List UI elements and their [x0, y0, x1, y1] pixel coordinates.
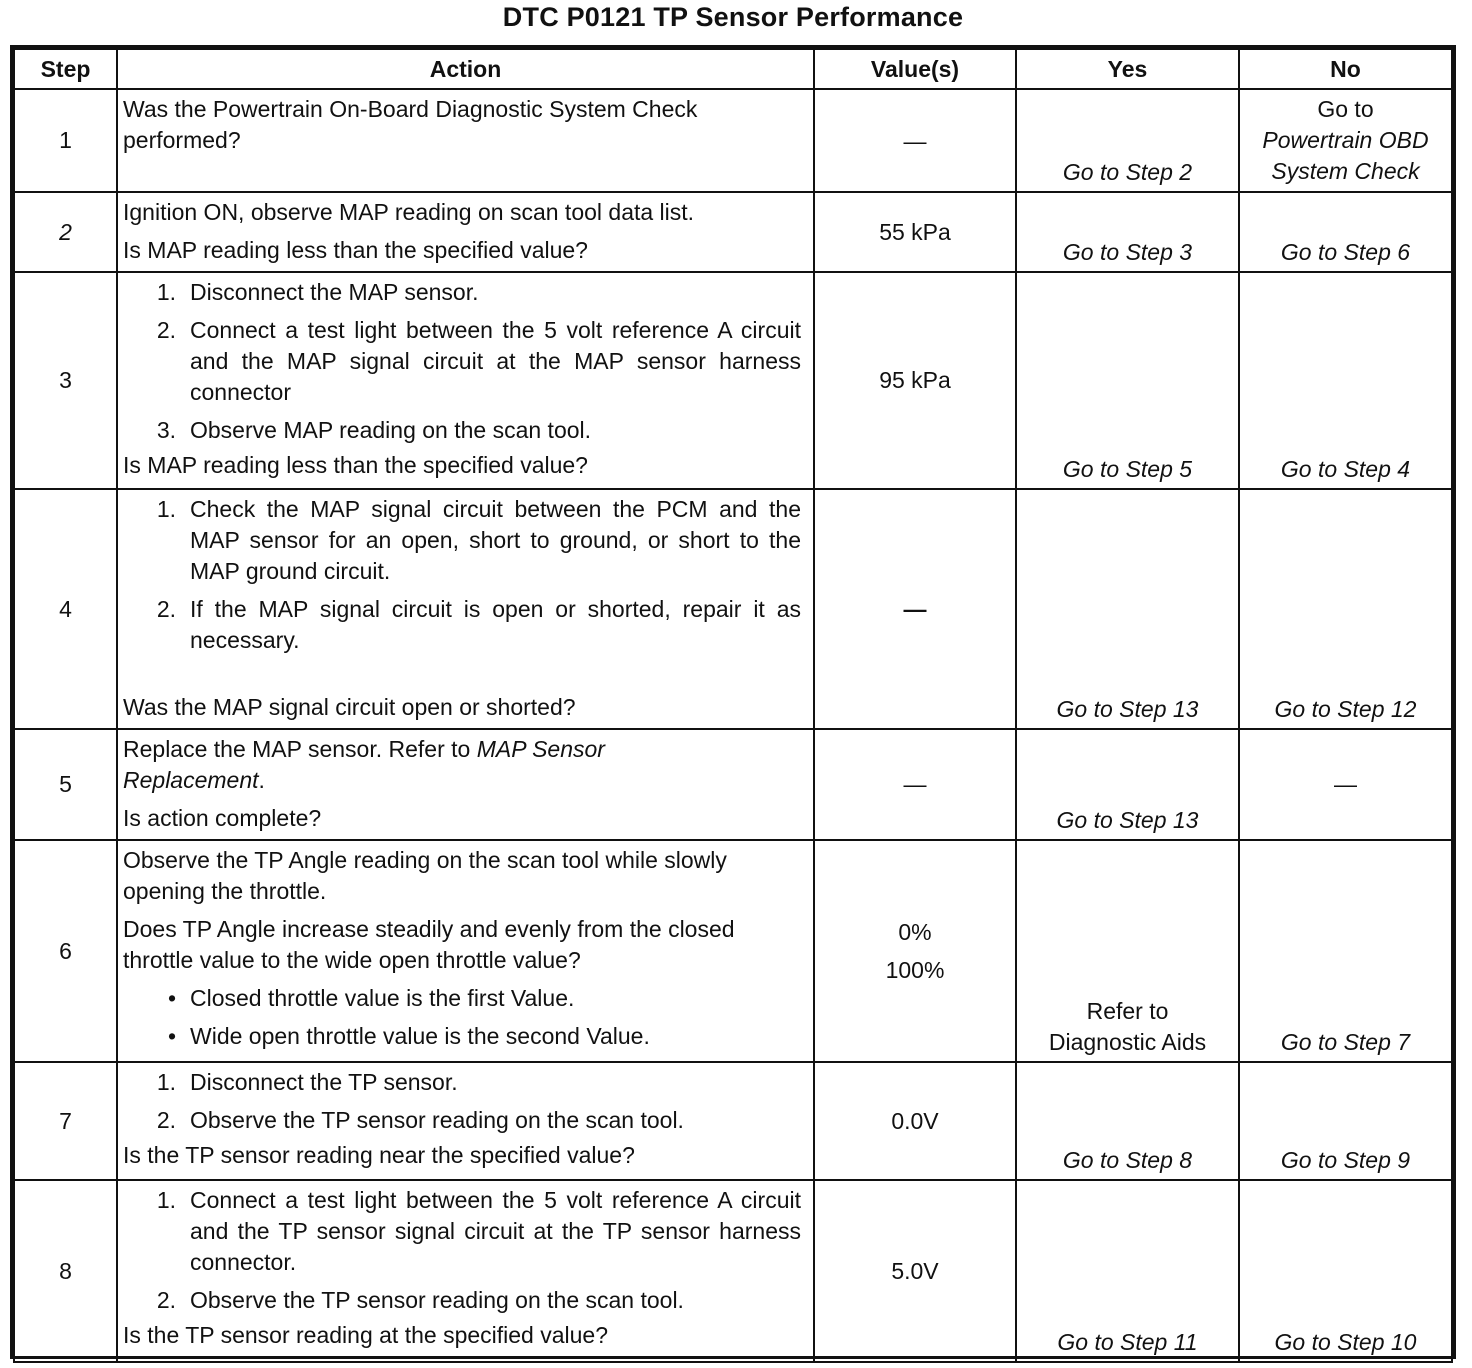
action-list-item: 1. Disconnect the MAP sensor.: [156, 279, 479, 305]
action-question: Is MAP reading less than the specified value?: [123, 452, 588, 478]
no-result-line1: Go to: [1317, 96, 1374, 122]
table-row-step-3: [14, 272, 1452, 489]
action-reference: MAP Sensor Replacement: [123, 736, 605, 793]
action-list-item: 2. Observe the TP sensor reading on the scan tool.: [156, 1107, 684, 1133]
step-value: [814, 489, 1016, 729]
action-list-item: 1. Check the MAP signal circuit between the PCM and the MAP sensor for an open, short to ground, or short to the MAP ground circuit.: [156, 496, 801, 584]
step-value: 0.0V: [814, 1062, 1016, 1180]
action-bullet: • Closed throttle value is the first Value.: [167, 985, 575, 1011]
value-first: 0%: [898, 918, 932, 945]
step-action: [117, 840, 814, 1062]
action-question: Is the TP sensor reading at the specified value?: [123, 1322, 609, 1348]
step-value: 95 kPa: [814, 272, 1016, 489]
step-number: 5: [14, 729, 117, 840]
yes-result: Go to Step 5: [1016, 272, 1239, 489]
table-row-step-4: [14, 489, 1452, 729]
action-text: Observe the TP Angle reading on the scan tool while slowly opening the throttle.: [123, 847, 727, 904]
yes-result: Go to Step 8: [1016, 1062, 1239, 1180]
action-bullet: • Wide open throttle value is the second Value.: [167, 1023, 650, 1049]
header-yes: Yes: [1016, 49, 1239, 89]
step-action: [117, 489, 814, 729]
step-action: [117, 1180, 814, 1362]
action-question: Was the MAP signal circuit open or shorted?: [123, 694, 576, 720]
yes-result: Go to Step 13: [1016, 729, 1239, 840]
no-result: —: [1239, 729, 1452, 840]
action-list-item: 2. Connect a test light between the 5 volt reference A circuit and the MAP signal circuit at the MAP sensor harness connector: [156, 317, 801, 405]
yes-result: Go to Step 13: [1016, 489, 1239, 729]
page-title: DTC P0121 TP Sensor Performance: [502, 2, 964, 32]
action-question: Does TP Angle increase steadily and evenly from the closed throttle value to the wide open throttle value?: [123, 916, 735, 973]
no-result: Go to Step 9: [1239, 1062, 1452, 1180]
action-text: Replace the MAP sensor. Refer to MAP Sensor Replacement.: [123, 736, 605, 793]
action-question: Is action complete?: [123, 805, 322, 831]
table-row-step-5: [14, 729, 1452, 840]
yes-result: Go to Step 3: [1016, 192, 1239, 272]
table-row-step-1: [14, 89, 1452, 192]
action-list-item: 1. Disconnect the TP sensor.: [156, 1069, 458, 1095]
yes-result-line1: Refer to: [1086, 998, 1169, 1024]
value-dash: —: [903, 127, 927, 154]
step-number: 7: [14, 1062, 117, 1180]
no-result: Go to Step 7: [1239, 840, 1452, 1062]
table-row-step-2: [14, 192, 1452, 272]
yes-result: [1016, 840, 1239, 1062]
step-action: [117, 89, 814, 192]
step-action: [117, 192, 814, 272]
no-result: [1239, 89, 1452, 192]
step-action: [117, 272, 814, 489]
value-second: 100%: [885, 956, 945, 983]
no-result: Go to Step 4: [1239, 272, 1452, 489]
table-row-step-6: [14, 840, 1452, 1062]
yes-result: Go to Step 2: [1016, 89, 1239, 192]
diagnostic-procedure-table: [13, 48, 1453, 1363]
procedure-table-frame: [10, 45, 1456, 1359]
action-question: Is MAP reading less than the specified value?: [123, 237, 588, 263]
step-value: —: [814, 729, 1016, 840]
action-question: Is the TP sensor reading near the specified value?: [123, 1142, 635, 1168]
step-action: [117, 729, 814, 840]
step-number: 2: [14, 192, 117, 272]
table-row-step-7: [14, 1062, 1452, 1180]
yes-result-line2: Diagnostic Aids: [1048, 1029, 1207, 1055]
table-header-row: [14, 49, 1452, 89]
value-dash: —: [903, 595, 927, 622]
action-list-item: 2. If the MAP signal circuit is open or shorted, repair it as necessary.: [156, 596, 801, 653]
step-action: [117, 1062, 814, 1180]
header-action: Action: [117, 49, 814, 89]
no-result: Go to Step 10: [1239, 1180, 1452, 1362]
table-row-step-8: [14, 1180, 1452, 1362]
action-text: Was the Powertrain On-Board Diagnostic System Check performed?: [123, 96, 698, 153]
header-no: No: [1239, 49, 1452, 89]
header-values: Value(s): [814, 49, 1016, 89]
step-value: [814, 840, 1016, 1062]
no-result: Go to Step 12: [1239, 489, 1452, 729]
no-result: Go to Step 6: [1239, 192, 1452, 272]
yes-result: Go to Step 11: [1016, 1180, 1239, 1362]
action-list-item: 1. Connect a test light between the 5 volt reference A circuit and the TP sensor signal circuit at the TP sensor harness connector.: [156, 1187, 801, 1275]
step-number: 1: [14, 89, 117, 192]
action-list-item: 2. Observe the TP sensor reading on the scan tool.: [156, 1287, 684, 1313]
header-step: Step: [14, 49, 117, 89]
action-list-item: 3. Observe MAP reading on the scan tool.: [156, 417, 592, 443]
step-number: 6: [14, 840, 117, 1062]
no-result-link: Powertrain OBD System Check: [1262, 127, 1429, 184]
step-value: 55 kPa: [814, 192, 1016, 272]
step-value: [814, 89, 1016, 192]
action-text: Ignition ON, observe MAP reading on scan tool data list.: [123, 199, 695, 225]
step-number: 3: [14, 272, 117, 489]
step-number: 8: [14, 1180, 117, 1362]
step-number: 4: [14, 489, 117, 729]
step-value: 5.0V: [814, 1180, 1016, 1362]
